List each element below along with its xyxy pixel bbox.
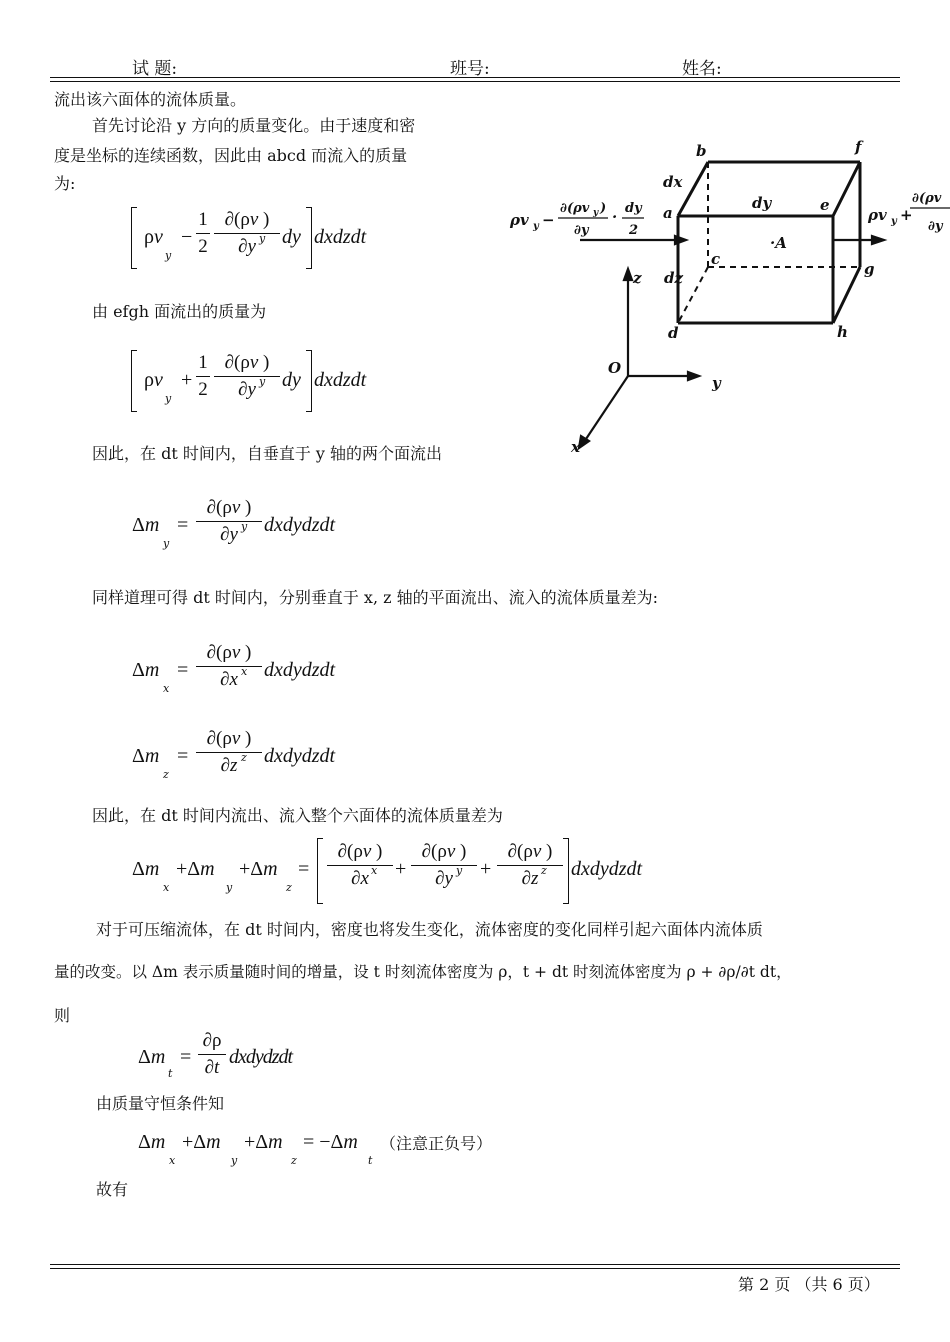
- paragraph-text: 故有: [96, 1180, 129, 1199]
- paragraph-text: 因此，在 dt 时间内流出、流入整个六面体的流体质量差为: [92, 806, 503, 825]
- footer-rule-bottom: [50, 1268, 900, 1269]
- svg-text:f: f: [855, 138, 862, 156]
- svg-text:2: 2: [629, 223, 639, 238]
- footer-rule-top: [50, 1264, 900, 1265]
- svg-text:dy: dy: [752, 194, 772, 212]
- svg-text:ρv: ρv: [868, 206, 887, 224]
- svg-text:b: b: [696, 142, 707, 160]
- header-class-label: 班号:: [450, 59, 490, 79]
- svg-text:ρv: ρv: [510, 211, 529, 229]
- svg-text:z: z: [633, 269, 642, 287]
- svg-text:·A: ·A: [770, 234, 787, 252]
- svg-text:∂(ρv: ∂(ρv: [912, 191, 942, 206]
- svg-text:dx: dx: [663, 173, 683, 191]
- header-rule-top: [50, 77, 900, 78]
- equation-note: （注意正负号）: [380, 1134, 493, 1153]
- paragraph-text: 度是坐标的连续函数，因此由 abcd 而流入的质量: [54, 146, 408, 165]
- paragraph-text: 对于可压缩流体，在 dt 时间内，密度也将发生变化，流体密度的变化同样引起六面体内流体质: [96, 920, 763, 939]
- svg-text:y: y: [593, 208, 599, 218]
- header-name-label: 姓名:: [682, 59, 722, 79]
- svg-text:O: O: [608, 359, 622, 377]
- page-number: 第 2 页 （共 6 页）: [738, 1275, 880, 1294]
- svg-text:∂(ρv: ∂(ρv: [560, 201, 590, 216]
- hexahedron-figure: [500, 130, 950, 460]
- svg-text:dz: dz: [664, 269, 684, 287]
- svg-text:∂y: ∂y: [928, 219, 943, 234]
- svg-text:d: d: [668, 324, 679, 342]
- svg-text:e: e: [820, 196, 830, 214]
- paragraph-text: 同样道理可得 dt 时间内，分别垂直于 x, z 轴的平面流出、流入的流体质量差为:: [92, 588, 659, 607]
- svg-text:c: c: [711, 250, 721, 268]
- svg-text:y: y: [533, 221, 539, 232]
- svg-text:y: y: [891, 216, 897, 227]
- svg-text:x: x: [571, 438, 580, 456]
- paragraph-text: 因此，在 dt 时间内，自垂直于 y 轴的两个面流出: [92, 444, 443, 463]
- svg-text:h: h: [837, 323, 848, 341]
- svg-text:dy: dy: [625, 201, 642, 216]
- paragraph-text: 由质量守恒条件知: [96, 1094, 225, 1113]
- svg-text:a: a: [663, 204, 673, 222]
- paragraph-text: 流出该六面体的流体质量。: [54, 90, 247, 109]
- svg-text:∂y: ∂y: [574, 223, 589, 238]
- svg-text:): ): [600, 201, 607, 216]
- svg-text:·: ·: [612, 208, 618, 226]
- paragraph-text: 则: [54, 1006, 71, 1025]
- paragraph-text: 量的改变。以 Δm 表示质量随时间的增量，设 t 时刻流体密度为 ρ，t + dt 时刻流体密度为 ρ + ∂ρ/∂t dt，: [54, 963, 792, 981]
- svg-text:−: −: [542, 211, 555, 229]
- header-exam-label: 试 题:: [132, 59, 178, 79]
- header-rule-bottom: [50, 81, 900, 82]
- svg-text:g: g: [864, 260, 875, 278]
- svg-text:y: y: [712, 374, 721, 392]
- svg-text:+: +: [900, 206, 913, 224]
- paragraph-text: 由 efgh 面流出的质量为: [92, 302, 267, 321]
- paragraph-text: 首先讨论沿 y 方向的质量变化。由于速度和密: [92, 116, 416, 135]
- paragraph-text: 为:: [54, 174, 76, 193]
